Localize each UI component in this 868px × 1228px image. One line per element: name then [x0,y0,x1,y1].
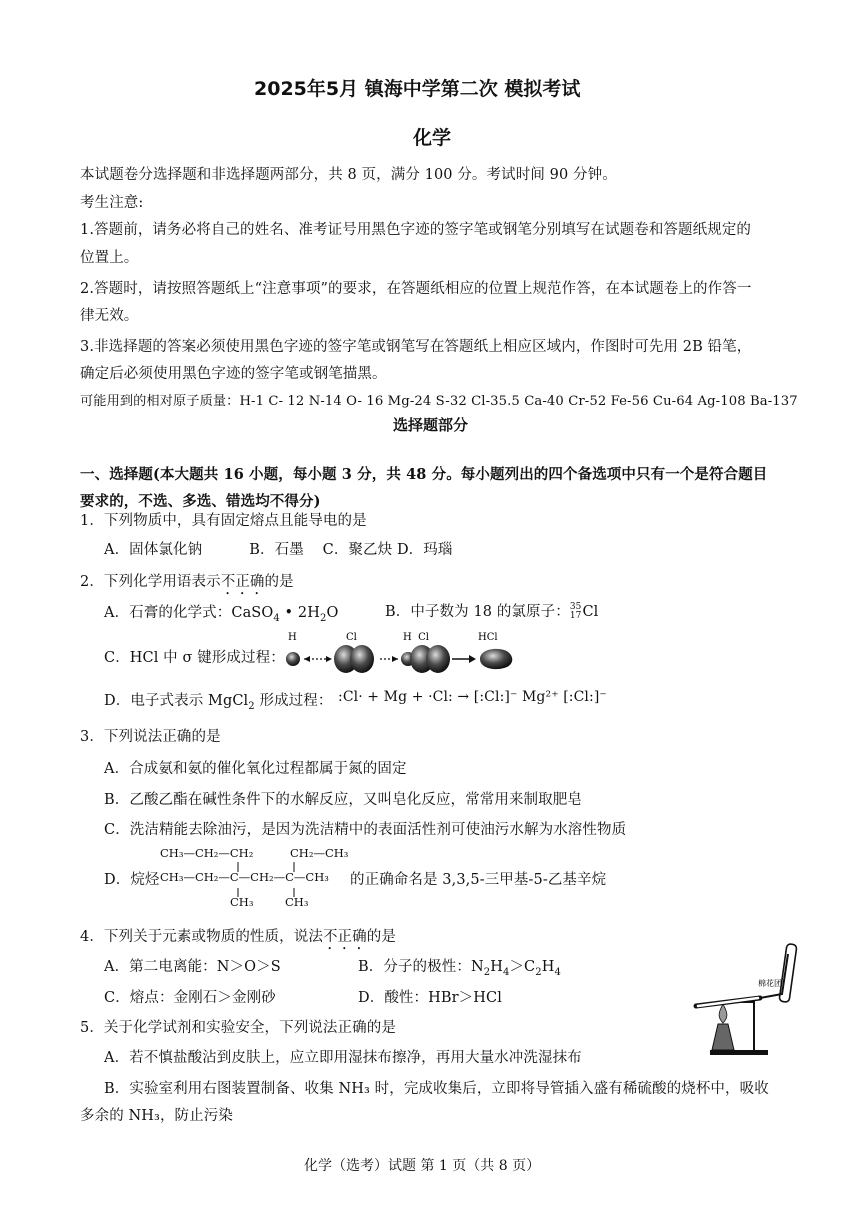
cl-orbital-2 [350,645,374,673]
label-h: H [288,632,297,643]
q4-stem-pre: 4．下列关于元素或物质的性质，说法 [80,929,323,945]
notice-item-2-line-2: 律无效。 [80,308,139,324]
flame [719,1004,727,1023]
q4-b-pre: B．分子的极性：N [358,959,484,975]
notice-item-3-line-2: 确定后必须使用黑色字迹的签字笔或钢笔描黑。 [80,366,387,382]
cotton-label: 棉花团 [758,979,782,988]
q2-a-pre: A．石膏的化学式：CaSO [104,605,274,621]
q5-option-b-line-1: B．实验室利用右图装置制备、收集 NH₃ 时，完成收集后，立即将导管插入盛有稀硫酸的烧杯中，吸收 [104,1081,769,1097]
q2-a-mid: • 2H [279,605,320,621]
q3-stem: 3．下列说法正确的是 [80,729,221,745]
section-title: 选择题部分 [393,416,469,434]
q2-option-b [385,600,598,621]
q2-stem-emphasis: 不正确 [220,574,265,590]
atomic-masses: 可能用到的相对原子质量：H-1 C- 12 N-14 O- 16 Mg-24 S-32 Cl-35.5 Ca-40 Cr-52 Fe-56 Cu-64 Ag-108 Ba-137 [80,394,798,409]
notice-item-2-line-1: 2.答题时，请按照答题纸上“注意事项”的要求，在答题纸相应的位置上规范作答，在本试题卷上的作答一 [80,281,752,297]
notice-item-1-line-2: 位置上。 [80,250,139,266]
h-orbital [286,652,300,666]
delivery-tube [760,954,788,998]
notice-item-1-line-1: 1.答题前，请务必将自己的姓名、准考证号用黑色字迹的签字笔或钢笔分别填写在试题卷和答题纸规定的 [80,222,752,238]
q4-b-mid1: H [490,959,503,975]
q4-stem-post: 的是 [366,929,396,945]
q4-b-sub4: 4 [554,966,561,978]
page-title: 2025年5月 镇海中学第二次 模拟考试 [254,78,581,100]
q1-options: A．固体氯化钠 B．石墨 C．聚乙炔 D．玛瑙 [104,542,453,558]
stand-base [710,1050,768,1055]
q5-option-b-line-2: 多余的 NH₃，防止污染 [80,1108,233,1124]
q4-option-d: D．酸性：HBr＞HCl [358,990,502,1006]
mgcl2-electron-formula: :Cl· + Mg + ·Cl: → [:Cl:]⁻ Mg²⁺ [:Cl:]⁻ [338,689,607,705]
q2-d-text: D．电子式表示 MgCl [104,693,249,709]
q3-option-c: C．洗洁精能去除油污，是因为洗洁精中的表面活性剂可使油污水解为水溶性物质 [104,822,627,838]
q4-b-sub3: 2 [535,966,542,978]
q2-b-symbol: Cl [582,604,599,620]
arrow-1-head [304,656,310,662]
label-h-cl: H Cl [403,632,429,643]
q2-b-mass: 35 [569,602,582,612]
q2-a-sub2: 2 [319,612,327,624]
q4-stem [80,925,396,953]
q2-stem-pre: 2．下列化学用语表示 [80,574,221,590]
q2-a-post: O [326,605,339,621]
part1-line-1: 一、选择题(本大题共 16 小题，每小题 3 分，共 48 分。每小题列出的四个备选项中只有一个是符合题目 [80,466,768,483]
q2-b-text: B．中子数为 18 的氯原子： [385,604,570,620]
q4-b-sub2: 4 [502,966,510,978]
burner [712,1024,734,1050]
struct-top-right: CH₂—CH₃ [290,846,349,860]
q2-option-a [104,601,338,624]
q4-stem-emphasis: 不正确 [322,929,367,945]
q4-b-sub1: 2 [483,966,491,978]
struct-top-left: CH₃—CH₂—CH₂ [160,846,254,860]
cl-orbital-4 [426,645,450,673]
q4-b-mid2: ＞C [509,959,536,975]
struct-bottom-left: CH₃ [230,895,254,909]
part1-line-2: 要求的，不选、多选、错选均不得分) [80,493,321,510]
q5-stem: 5．关于化学试剂和实验安全，下列说法正确的是 [80,1020,396,1036]
q4-b-mid3: H [541,959,555,975]
q2-option-d [104,689,332,712]
arrow-1-head-2 [326,656,332,662]
q3-option-d-prefix: D．烷烃 [104,872,160,888]
label-hcl: HCl [478,632,498,643]
notice-item-3-line-1: 3.非选择题的答案必须使用黑色字迹的签字笔或钢笔写在答题纸上相应区域内，作图时可先用 2B 铅笔， [80,339,752,355]
isotope-notation [570,603,582,621]
struct-main-chain: CH₃—CH₂—C—CH₂—C—CH₃ [160,870,329,884]
struct-bonds [220,850,340,910]
arrow-3-head [469,655,476,663]
struct-bottom-right: CH₃ [285,895,309,909]
q2-stem [80,570,294,598]
notice-heading: 考生注意: [80,195,144,211]
q2-d-sub: 2 [248,700,255,712]
q2-d-text2: 形成过程： [254,693,333,709]
arrow-2-head [392,656,398,662]
q4-option-a: A．第二电离能：N＞O＞S [104,959,281,975]
subject-title: 化学 [413,127,452,149]
q3-option-d-suffix: 的正确命名是 3,3,5-三甲基-5-乙基辛烷 [350,872,607,888]
q2-a-sub1: 4 [273,612,280,624]
q5-option-a: A．若不慎盐酸沾到皮肤上，应立即用湿抹布擦净，再用大量水冲洗湿抹布 [104,1050,582,1066]
ammonia-apparatus-figure [690,940,810,1060]
q4-option-b [358,955,561,978]
page-footer: 化学（选考）试题 第 1 页（共 8 页） [304,1158,541,1174]
q4-option-c: C．熔点：金刚石＞金刚砂 [104,990,276,1006]
sigma-bond-diagram [280,630,520,682]
label-cl: Cl [346,632,357,643]
q3-option-a: A．合成氨和氨的催化氧化过程都属于氮的固定 [104,761,407,777]
q2-option-c: C．HCl 中 σ 键形成过程： [104,650,285,666]
intro-text: 本试题卷分选择题和非选择题两部分，共 8 页，满分 100 分。考试时间 90 分钟。 [80,167,617,183]
q2-stem-post: 的是 [264,574,294,590]
q1-stem: 1．下列物质中，具有固定熔点且能导电的是 [80,513,367,529]
q2-b-atomic: 17 [569,611,582,621]
hcl-orbital [480,649,512,669]
q3-option-b: B．乙酸乙酯在碱性条件下的水解反应，又叫皂化反应，常常用来制取肥皂 [104,792,582,808]
